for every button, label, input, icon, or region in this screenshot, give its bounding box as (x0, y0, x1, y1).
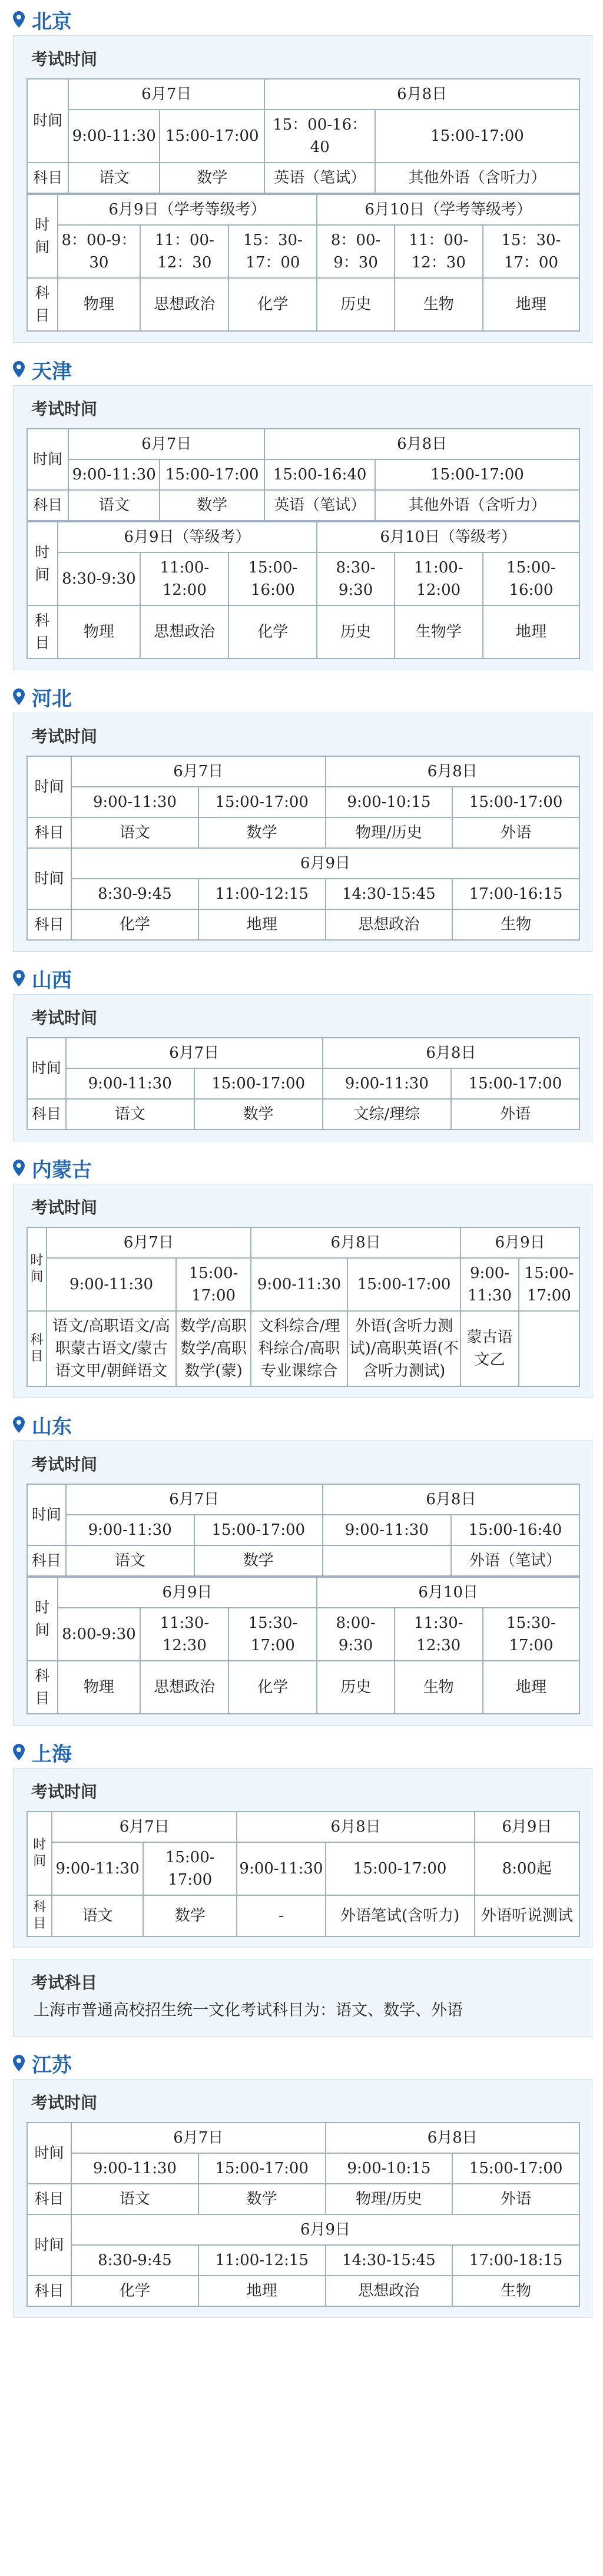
subject-cell: 外语（笔试） (451, 1545, 579, 1576)
section-title: 考试时间 (31, 1455, 98, 1474)
time-cell: 15:00-17:00 (375, 459, 579, 490)
time-cell: 15:00-17:00 (198, 787, 326, 817)
date-header: 6月8日 (251, 1227, 460, 1258)
subject-cell: 思想政治 (140, 1661, 228, 1714)
section-title: 考试时间 (31, 2093, 98, 2113)
location-pin-icon (13, 1416, 25, 1433)
region-beijing (0, 4, 603, 343)
date-header: 6月9日 (58, 1577, 317, 1608)
schedule-table (26, 1227, 580, 1387)
time-cell: 14:30-15:45 (326, 2245, 453, 2276)
region-header (13, 1736, 592, 1768)
date-header: 6月9日 (460, 1227, 579, 1258)
time-cell: 15:00-16:40 (264, 459, 375, 490)
subject-label: 科目 (27, 605, 58, 658)
date-header: 6月7日 (52, 1812, 237, 1842)
region-name: 山西 (32, 968, 72, 992)
time-cell: 15:00-16:00 (228, 552, 317, 605)
location-pin-icon (13, 361, 25, 378)
subject-cell: 外语 (451, 1099, 579, 1130)
date-header: 6月8日 (326, 756, 580, 787)
subject-cell: 数学/高职数学/高职数学(蒙) (176, 1311, 251, 1386)
region-jiangsu (0, 2047, 603, 2318)
location-pin-icon (13, 11, 25, 28)
subject-cell: 外语 (452, 817, 579, 848)
subject-label: 科目 (27, 1099, 66, 1130)
subject-cell: 思想政治 (140, 605, 228, 658)
subject-cell: 生物 (395, 1661, 483, 1714)
date-header: 6月8日 (237, 1812, 474, 1842)
region-shandong (0, 1409, 603, 1726)
subject-cell: 其他外语（含听力） (375, 163, 579, 193)
time-cell: 8:00-9:30 (317, 1608, 394, 1661)
subject-cell: 外语 (452, 2184, 579, 2214)
section-title: 考试科目 (31, 1973, 98, 1992)
region-header (13, 2047, 592, 2079)
time-cell: 15:00-17:00 (198, 2153, 326, 2184)
exam-time-box (13, 1184, 592, 1398)
subject-label: 科目 (27, 2276, 71, 2306)
subject-cell: 其他外语（含听力） (375, 490, 579, 521)
time-cell: 8:00起 (475, 1842, 579, 1895)
subject-cell: 外语(含听力测试)/高职英语(不含听力测试) (347, 1311, 460, 1386)
subject-cell: 生物 (452, 2276, 579, 2306)
time-cell: 15:00-17:00 (452, 2153, 579, 2184)
schedule-table (26, 1037, 580, 1130)
time-cell: 15:00-17:00 (519, 1258, 579, 1311)
time-cell: 11:00-12:00 (140, 552, 228, 605)
time-cell: 9:00-10:15 (326, 787, 453, 817)
location-pin-icon (13, 1744, 25, 1760)
date-header: 6月7日 (66, 1484, 323, 1515)
time-cell: 15:00-17:00 (176, 1258, 251, 1311)
time-cell: 15:00-17:00 (452, 787, 579, 817)
date-header: 6月8日 (264, 79, 579, 110)
time-label: 时间 (27, 756, 71, 817)
region-shanxi (0, 962, 603, 1141)
time-cell: 15:00-17:00 (347, 1258, 460, 1311)
time-cell: 15:00-16:00 (483, 552, 579, 605)
section-title: 考试时间 (31, 1782, 98, 1802)
time-label: 时间 (27, 1038, 66, 1099)
schedule-table (26, 194, 580, 332)
location-pin-icon (13, 970, 25, 986)
time-cell: 9:00-11:30 (251, 1258, 347, 1311)
subject-cell: 生物 (395, 278, 483, 331)
subject-cell: 化学 (71, 2276, 198, 2306)
date-header: 6月8日 (323, 1038, 579, 1068)
time-cell: 11：00-12：30 (140, 225, 228, 278)
time-label: 时间 (27, 1484, 66, 1545)
subject-cell: - (237, 1895, 325, 1936)
time-cell: 9:00-11:30 (460, 1258, 518, 1311)
time-cell: 9:00-11:30 (47, 1258, 176, 1311)
time-cell: 8:30-9:30 (317, 552, 394, 605)
time-cell: 9:00-11:30 (237, 1842, 325, 1895)
time-cell: 14:30-15:45 (326, 879, 453, 909)
region-header (13, 1409, 592, 1441)
region-header (13, 353, 592, 385)
subject-cell: 物理 (58, 1661, 141, 1714)
time-cell: 9:00-10:15 (326, 2153, 453, 2184)
subject-cell: 语文 (66, 1099, 194, 1130)
subject-cell: 物理 (58, 278, 141, 331)
time-cell: 9:00-11:30 (52, 1842, 143, 1895)
region-hebei (0, 681, 603, 952)
subject-cell: 语文 (71, 2184, 198, 2214)
subject-cell: 思想政治 (140, 278, 228, 331)
region-name: 江苏 (32, 2053, 72, 2077)
exam-time-box (13, 1768, 592, 1948)
subject-cell: 语文 (66, 1545, 194, 1576)
schedule-table (26, 428, 580, 521)
time-cell: 8：00-9：30 (58, 225, 141, 278)
time-cell: 15:30-17:00 (483, 1608, 579, 1661)
time-cell: 15:00-17:00 (160, 459, 264, 490)
subject-cell: 思想政治 (326, 909, 453, 940)
time-cell: 11:30-12:30 (140, 1608, 228, 1661)
time-label: 时间 (27, 194, 58, 278)
region-shanghai (0, 1736, 603, 2037)
subject-cell: 化学 (71, 909, 198, 940)
location-pin-icon (13, 1160, 25, 1176)
region-header (13, 962, 592, 994)
date-header: 6月10日（学考等级考） (317, 194, 579, 225)
time-cell: 15:00-17:00 (194, 1068, 323, 1099)
time-cell: 15：30-17：00 (228, 225, 317, 278)
time-label: 时间 (27, 1577, 58, 1661)
section-title: 考试时间 (31, 727, 98, 746)
schedule-table (26, 756, 580, 941)
date-header: 6月10日（等级考） (317, 522, 579, 552)
time-cell: 8:30-9:45 (71, 2245, 198, 2276)
subject-cell (323, 1545, 451, 1576)
time-cell: 9:00-11:30 (71, 787, 198, 817)
time-cell: 15:00-17:00 (375, 110, 579, 163)
schedule-table (26, 521, 580, 659)
time-cell: 15：00-16：40 (264, 110, 375, 163)
subject-cell: 生物 (452, 909, 579, 940)
time-cell: 17:00-18:15 (452, 2245, 579, 2276)
subject-cell: 数学 (198, 2184, 326, 2214)
exam-time-box (13, 1441, 592, 1726)
exam-time-box (13, 994, 592, 1141)
subject-cell: 英语（笔试） (264, 490, 375, 521)
date-header: 6月9日 (71, 848, 579, 879)
subject-cell: 蒙古语文乙 (460, 1311, 518, 1386)
section-title: 考试时间 (31, 1198, 98, 1217)
subject-cell: 语文/高职语文/高职蒙古语文/蒙古语文甲/朝鲜语文 (47, 1311, 176, 1386)
subject-label: 科目 (27, 1311, 47, 1386)
subject-cell: 化学 (228, 1661, 317, 1714)
time-cell: 8：00-9：30 (317, 225, 394, 278)
time-cell: 9:00-11:30 (68, 110, 160, 163)
region-name: 山东 (32, 1415, 72, 1439)
subject-cell (519, 1311, 579, 1386)
subject-cell: 语文 (71, 817, 198, 848)
subject-cell: 历史 (317, 1661, 394, 1714)
region-tianjin (0, 353, 603, 670)
subject-note: 上海市普通高校招生统一文化考试科目为：语文、数学、外语 (34, 2001, 463, 2019)
subject-cell: 数学 (143, 1895, 237, 1936)
subject-cell: 语文 (68, 163, 160, 193)
date-header: 6月7日 (66, 1038, 323, 1068)
date-header: 6月9日（学考等级考） (58, 194, 317, 225)
subject-cell: 生物学 (395, 605, 483, 658)
schedule-table (26, 1484, 580, 1577)
time-cell: 15:00-17:00 (451, 1068, 579, 1099)
subject-cell: 文综/理综 (323, 1099, 451, 1130)
date-header: 6月7日 (71, 2123, 325, 2153)
region-header (13, 4, 592, 35)
location-pin-icon (13, 688, 25, 705)
time-label: 时间 (27, 1227, 47, 1311)
time-label: 时间 (27, 79, 68, 163)
subject-cell: 物理/历史 (326, 2184, 453, 2214)
time-cell: 15:30-17:00 (228, 1608, 317, 1661)
date-header: 6月7日 (71, 756, 325, 787)
subject-label: 科目 (27, 1545, 66, 1576)
subject-cell: 外语听说测试 (475, 1895, 579, 1936)
date-header: 6月7日 (68, 79, 264, 110)
time-cell: 9:00-11:30 (66, 1515, 194, 1545)
section-title: 考试时间 (31, 49, 98, 69)
time-cell: 15：30-17：00 (483, 225, 579, 278)
date-header: 6月9日 (71, 2214, 579, 2245)
time-label: 时间 (27, 522, 58, 605)
time-cell: 17:00-16:15 (452, 879, 579, 909)
subject-cell: 地理 (198, 2276, 326, 2306)
subject-cell: 数学 (160, 163, 264, 193)
time-cell: 11:30-12:30 (395, 1608, 483, 1661)
date-header: 6月8日 (264, 429, 579, 459)
subject-cell: 历史 (317, 278, 394, 331)
exam-time-box (13, 713, 592, 952)
region-name: 天津 (32, 359, 72, 383)
subject-cell: 历史 (317, 605, 394, 658)
subject-cell: 物理 (58, 605, 141, 658)
time-cell: 15:00-17:00 (143, 1842, 237, 1895)
subject-label: 科目 (27, 2184, 71, 2214)
subject-cell: 化学 (228, 278, 317, 331)
time-label: 时间 (27, 429, 68, 490)
time-cell: 8:30-9:30 (58, 552, 141, 605)
schedule-table (26, 1811, 580, 1937)
subject-cell: 地理 (198, 909, 326, 940)
section-title: 考试时间 (31, 399, 98, 419)
exam-time-box (13, 2079, 592, 2318)
region-name: 上海 (32, 1742, 72, 1766)
time-label: 时间 (27, 1812, 52, 1895)
time-cell: 9:00-11:30 (68, 459, 160, 490)
time-cell: 15:00-17:00 (194, 1515, 323, 1545)
time-cell: 9:00-11:30 (323, 1515, 451, 1545)
location-pin-icon (13, 2055, 25, 2071)
exam-subject-box (13, 1959, 592, 2037)
subject-cell: 地理 (483, 605, 579, 658)
time-cell: 15:00-17:00 (326, 1842, 475, 1895)
subject-cell: 语文 (52, 1895, 143, 1936)
subject-cell: 数学 (160, 490, 264, 521)
date-header: 6月10日 (317, 1577, 579, 1608)
subject-label: 科目 (27, 163, 68, 193)
subject-cell: 数学 (194, 1545, 323, 1576)
subject-cell: 语文 (68, 490, 160, 521)
time-cell: 9:00-11:30 (71, 2153, 198, 2184)
subject-cell: 文科综合/理科综合/高职专业课综合 (251, 1311, 347, 1386)
subject-label: 科目 (27, 817, 71, 848)
subject-label: 科目 (27, 1895, 52, 1936)
date-header: 6月8日 (323, 1484, 579, 1515)
exam-time-box (13, 385, 592, 670)
time-cell: 15:00-16:40 (451, 1515, 579, 1545)
subject-cell: 地理 (483, 278, 579, 331)
subject-label: 科目 (27, 1661, 58, 1714)
time-label: 时间 (27, 848, 71, 909)
region-header (13, 1152, 592, 1184)
time-cell: 11：00-12：30 (395, 225, 483, 278)
region-name: 河北 (32, 687, 72, 711)
subject-label: 科目 (27, 278, 58, 331)
region-name: 内蒙古 (32, 1158, 92, 1182)
subject-label: 科目 (27, 909, 71, 940)
subject-cell: 思想政治 (326, 2276, 453, 2306)
schedule-table (26, 2122, 580, 2307)
time-cell: 11:00-12:15 (198, 2245, 326, 2276)
subject-cell: 地理 (483, 1661, 579, 1714)
section-title: 考试时间 (31, 1008, 98, 1028)
exam-time-box (13, 35, 592, 343)
time-cell: 8:00-9:30 (58, 1608, 141, 1661)
time-cell: 8:30-9:45 (71, 879, 198, 909)
date-header: 6月7日 (47, 1227, 251, 1258)
date-header: 6月8日 (326, 2123, 580, 2153)
subject-cell: 数学 (198, 817, 326, 848)
subject-cell: 外语笔试(含听力) (326, 1895, 475, 1936)
subject-cell: 数学 (194, 1099, 323, 1130)
schedule-table (26, 78, 580, 194)
subject-cell: 化学 (228, 605, 317, 658)
date-header: 6月9日（等级考） (58, 522, 317, 552)
time-label: 时间 (27, 2123, 71, 2184)
region-neimenggu (0, 1152, 603, 1398)
date-header: 6月7日 (68, 429, 264, 459)
date-header: 6月9日 (475, 1812, 579, 1842)
time-cell: 15:00-17:00 (160, 110, 264, 163)
region-header (13, 681, 592, 713)
time-cell: 11:00-12:00 (395, 552, 483, 605)
subject-cell: 物理/历史 (326, 817, 453, 848)
subject-cell: 英语（笔试） (264, 163, 375, 193)
time-cell: 9:00-11:30 (66, 1068, 194, 1099)
schedule-table (26, 1577, 580, 1714)
time-cell: 11:00-12:15 (198, 879, 326, 909)
region-name: 北京 (32, 9, 72, 34)
time-label: 时间 (27, 2214, 71, 2276)
time-cell: 9:00-11:30 (323, 1068, 451, 1099)
subject-label: 科目 (27, 490, 68, 521)
